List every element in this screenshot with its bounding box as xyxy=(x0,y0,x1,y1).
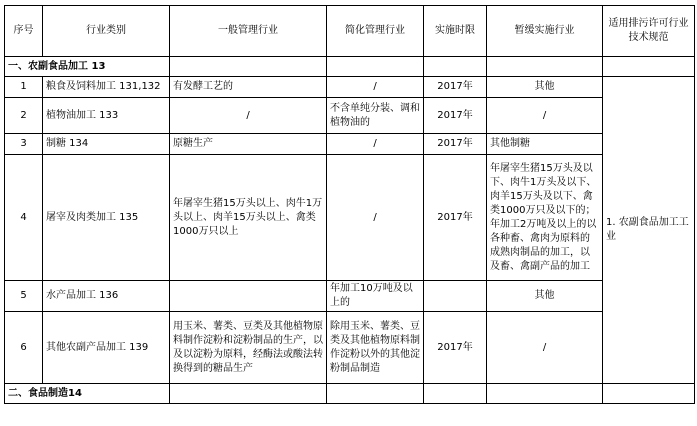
header-spec: 适用排污许可行业技术规范 xyxy=(603,6,695,57)
table-row: 4 屠宰及肉类加工 135 年屠宰生猪15万头以上、肉牛1万头以上、肉羊15万头以上、禽类1000万只以上 / 2017年 年屠宰生猪15万头及以下、肉牛1万头及以下、肉羊15万头及以下、禽类1000万只及以下的；年加工2万吨及以上的以各种畜、禽肉为原料的成熟肉制品的加工，以及畜、禽副产品的加工 xyxy=(5,155,695,281)
table-row: 5 水产品加工 136 年加工10万吨及以上的 其他 xyxy=(5,281,695,312)
spec-cell: 1. 农副食品加工工业 xyxy=(603,77,695,384)
header-general: 一般管理行业 xyxy=(170,6,327,57)
header-time: 实施时限 xyxy=(424,6,487,57)
section-title: 二、食品制造14 xyxy=(5,384,170,404)
section-title: 一、农副食品加工 13 xyxy=(5,57,170,77)
section-row xyxy=(5,57,695,77)
table-row: 2 植物油加工 133 / 不含单纯分装、调和植物油的 2017年 / xyxy=(5,98,695,134)
header-simplified: 简化管理行业 xyxy=(327,6,424,57)
table-row: 6 其他农副产品加工 139 用玉米、薯类、豆类及其他植物原料制作淀粉和淀粉制品的生产，以及以淀粉为原料，经酶法或酸法转换得到的糖品生产 除用玉米、薯类、豆类及其他植物原料制作淀粉以外的其他淀粉制品制造 2017年 / xyxy=(5,312,695,384)
table-row: 1 粮食及饲料加工 131,132 有发酵工艺的 / 2017年 其他 1. 农副食品加工工业 xyxy=(5,77,695,98)
header-no: 序号 xyxy=(5,6,43,57)
header-deferred: 暂缓实施行业 xyxy=(487,6,603,57)
header-row xyxy=(5,6,695,57)
header-category: 行业类别 xyxy=(43,6,170,57)
permit-table xyxy=(4,5,695,404)
table-row: 3 制糖 134 原糖生产 / 2017年 其他制糖 xyxy=(5,134,695,155)
section-row xyxy=(5,384,695,404)
